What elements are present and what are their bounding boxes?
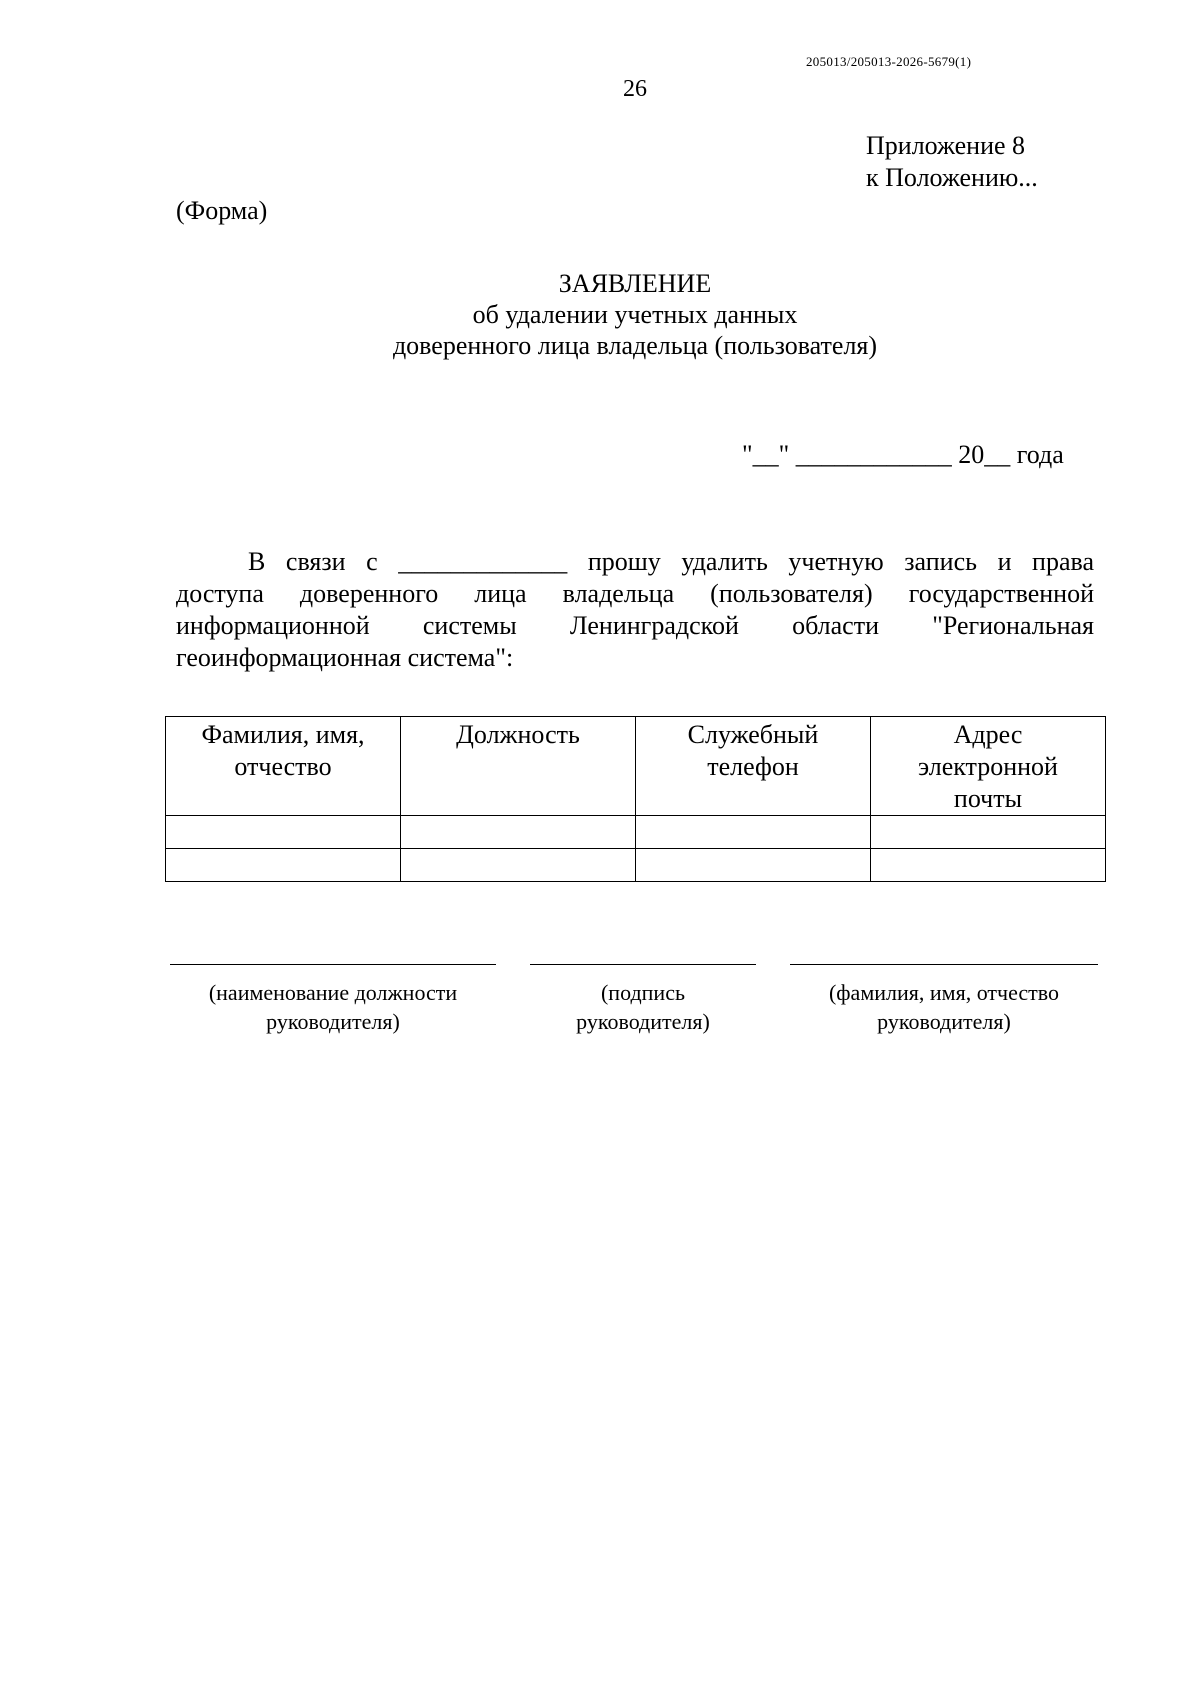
signature-line xyxy=(530,964,756,965)
name-signature-line xyxy=(790,964,1098,965)
page-number: 26 xyxy=(623,76,647,102)
table-row xyxy=(166,849,1106,882)
table-cell xyxy=(636,849,871,882)
table-cell xyxy=(871,849,1106,882)
title-line-3: доверенного лица владельца (пользователя) xyxy=(392,331,878,360)
column-header-full-name: Фамилия, имя, отчество xyxy=(166,717,401,816)
column-header-position: Должность xyxy=(401,717,636,816)
paragraph-line-2: доступа доверенного лица владельца (пользователя) государственной xyxy=(176,579,1094,608)
request-paragraph xyxy=(176,546,1094,674)
users-table xyxy=(165,716,1106,882)
table-cell xyxy=(166,849,401,882)
title-line-2: об удалении учетных данных xyxy=(472,300,798,329)
signature-caption: (подпись руководителя) xyxy=(576,980,710,1034)
table-cell xyxy=(871,816,1106,849)
date-field: "__" ____________ 20__ года xyxy=(742,440,1064,469)
appendix-reference xyxy=(866,130,1038,194)
document-title xyxy=(0,268,1200,361)
form-label: (Форма) xyxy=(176,196,268,225)
table-cell xyxy=(401,816,636,849)
appendix-line-2: к Положению... xyxy=(866,163,1038,192)
position-signature-line xyxy=(170,964,496,965)
paragraph-line-1: В связи с _____________ прошу удалить учетную запись и права xyxy=(248,547,1094,576)
table-cell xyxy=(636,816,871,849)
table-header-row xyxy=(166,717,1106,816)
document-id: 205013/205013-2026-5679(1) xyxy=(806,54,972,69)
paragraph-line-3: информационной системы Ленинградской области "Региональная xyxy=(176,611,1094,640)
title-line-1: ЗАЯВЛЕНИЕ xyxy=(558,269,712,298)
paragraph-line-4: геоинформационная система": xyxy=(176,643,514,672)
table-row xyxy=(166,816,1106,849)
appendix-line-1: Приложение 8 xyxy=(866,131,1026,160)
column-header-phone: Служебный телефон xyxy=(636,717,871,816)
name-caption: (фамилия, имя, отчество руководителя) xyxy=(828,980,1060,1034)
position-caption: (наименование должности руководителя) xyxy=(208,980,458,1034)
table-cell xyxy=(401,849,636,882)
table-cell xyxy=(166,816,401,849)
column-header-email: Адрес электронной почты xyxy=(871,717,1106,816)
